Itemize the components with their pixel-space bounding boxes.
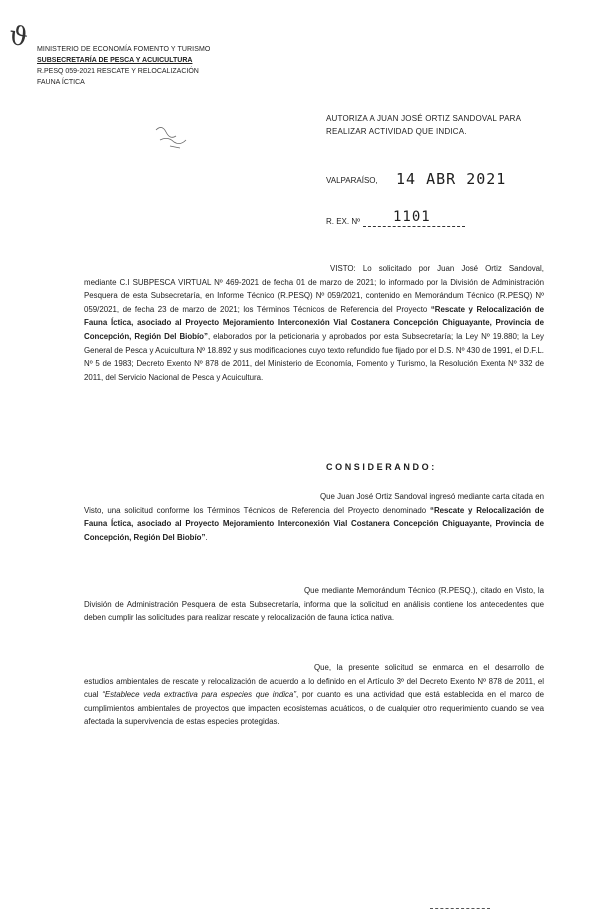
handwritten-mark: ϑ (7, 20, 30, 54)
ministry-name: MINISTERIO DE ECONOMÍA FOMENTO Y TURISMO (37, 46, 211, 53)
considerando-paragraph-3 (84, 661, 544, 729)
considerando-heading: CONSIDERANDO: (326, 462, 437, 472)
c3-text-2: , por cuanto es una actividad que está establecida en el marco de cumplimientos ambientales de proyectos que impacten ecosistemas acuáticos, o de cualquier otro requerimiento cuando se vea afectada la supervivencia de estas especies protegidas. (84, 690, 545, 727)
title-line-2: REALIZAR ACTIVIDAD QUE INDICA. (326, 127, 467, 136)
c1-text-1: Que Juan José Ortiz Sandoval ingresó mediante carta citada en Visto, una solicitud conforme los Términos Técnicos de Referencia del Proyecto denominado (84, 492, 544, 515)
visto-text-2: , elaborados por la peticionaria y aprobados por esta Subsecretaría; la Ley Nº 19.880; la Ley General de Pesca y Acuicultura Nº 18.892 y sus modificaciones cuyo texto refundido fue fijado por el D.S. Nº 430 de 1991, el D.F.L. Nº 5 de 1983; Decreto Exento Nº 878 de 2011, del Ministerio de Economía, Fomento y Turismo, la Resolución Exenta Nº 332 de 2011, del Servicio Nacional de Pesca y Acuicultura. (84, 331, 544, 382)
letterhead (37, 44, 257, 88)
c3-decree-quote: “Establece veda extractiva para especies que indica” (102, 690, 296, 700)
considerando-paragraph-2: Que mediante Memorándum Técnico (R.PESQ.), citado en Visto, la División de Administración Pesquera de esta Subsecretaría, informa que la solicitud en análisis contiene los antecedentes que deben cumplir las solicitudes para realizar rescate y relocalización de fauna íctica nativa. (84, 586, 544, 623)
visto-project-name: “Rescate y Relocalización de Fauna Íctica, asociado al Proyecto Mejoramiento Interconexión Vial Costanera Concepción Chiguayante, Provincia de Concepción, Región Del Biobío” (84, 304, 544, 341)
footer-mark (430, 908, 490, 909)
considerando-paragraph-1 (84, 490, 544, 544)
c3-text-1: Que, la presente solicitud se enmarca en el desarrollo de estudios ambientales de rescate y relocalización de acuerdo a lo definido en el Artículo 3º del Decreto Exento Nº 878 de 2011, el cual (84, 663, 544, 700)
visto-text-1: VISTO: Lo solicitado por Juan José Ortiz Sandoval, mediante C.I SUBPESCA VIRTUAL Nº 469-2021 de fecha 01 de marzo de 2021; lo informado por la División de Administración Pesquera de esta Subsecretaría, en Informe Técnico (R.PESQ) Nº 059/2021, contenido en Memorándum Técnico (R.PESQ) Nº 059/2021, de fecha 23 de marzo de 2021; los Términos Técnicos de Referencia del Proyecto (84, 264, 544, 314)
rex-number: 1101 (393, 209, 431, 225)
date-stamp: 14 ABR 2021 (396, 170, 507, 188)
c1-project-name: “Rescate y Relocalización de Fauna Íctica, asociado al Proyecto Mejoramiento Interconexión Vial Costanera Concepción Chiguayante, Provincia de Concepción, Región Del Biobío” (84, 505, 545, 542)
reference-line-1: R.PESQ 059-2021 RESCATE Y RELOCALIZACIÓN (37, 68, 199, 75)
place-label: VALPARAÍSO, (326, 176, 378, 185)
reference-line-2: FAUNA ÍCTICA (37, 79, 85, 86)
initials-signature (152, 122, 192, 152)
resolution-title (326, 112, 546, 138)
rex-label: R. EX. Nº (326, 217, 361, 226)
subsecretaria-name: SUBSECRETARÍA DE PESCA Y ACUICULTURA (37, 57, 193, 64)
title-line-1: AUTORIZA A JUAN JOSÉ ORTIZ SANDOVAL PARA (326, 114, 522, 123)
visto-paragraph (84, 262, 544, 384)
rex-underline (363, 226, 465, 227)
c1-text-2: . (205, 532, 208, 542)
